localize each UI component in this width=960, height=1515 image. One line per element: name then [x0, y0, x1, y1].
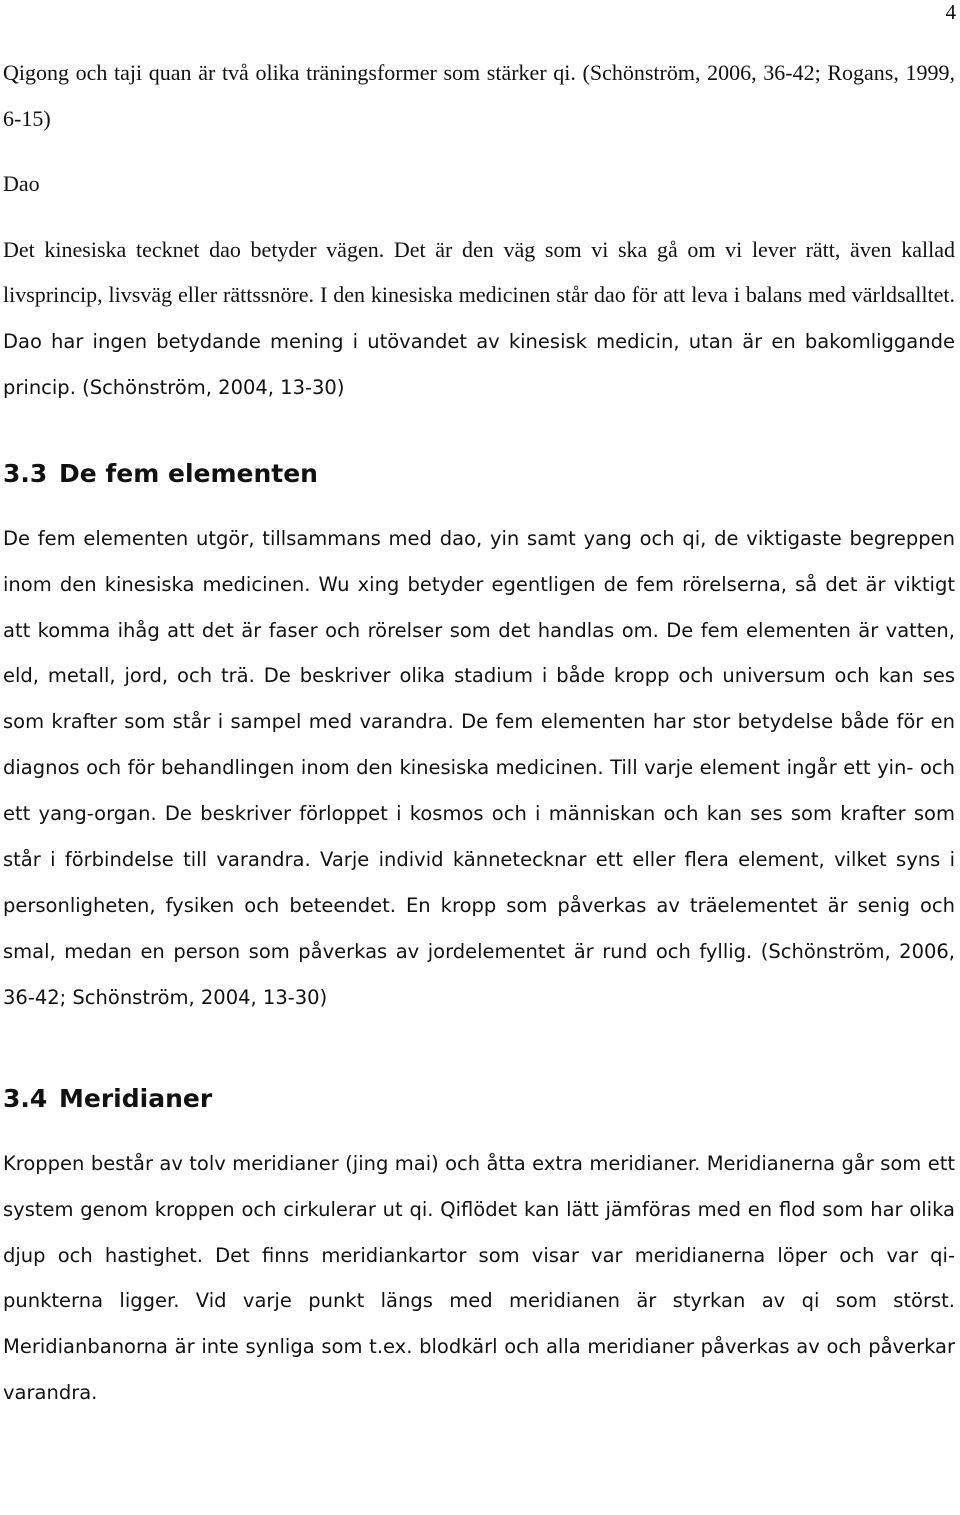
page-number: 4 — [945, 0, 956, 24]
section-heading-3-4 — [3, 1083, 955, 1115]
section-number: 3.4 — [3, 1083, 48, 1113]
section-number: 3.3 — [3, 458, 48, 488]
section-title: Meridianer — [59, 1083, 213, 1113]
subheading-dao: Dao — [3, 171, 40, 196]
page-content — [3, 50, 955, 1416]
paragraph-five-elements: De fem elementen utgör, tillsammans med dao, yin samt yang och qi, de viktigaste begreppen inom den kinesiska medicinen. Wu xing betyder egentligen de fem rörelserna, så det är viktigt att komma ihåg att det är faser och rörelser som det handlas om. De fem elementen är vatten, eld, metall, jord, och trä. De beskriver olika stadium i både kropp och universum och kan ses som krafter som står i sampel med varandra. De fem elementen har stor betydelse både för en diagnos och för behandlingen inom den kinesiska medicinen. Till varje element ingår ett yin- och ett yang-organ. De beskriver förloppet i kosmos och i människan och kan ses som krafter som står i förbindelse till varandra. Varje individ kännetecknar ett eller flera element, vilket syns i personligheten, fysiken och beteendet. En kropp som påverkas av träelementet är senig och smal, medan en person som påverkas av jordelementet är rund och fyllig. (Schönström, 2006, 36-42; Schönström, 2004, 13-30) — [3, 526, 955, 1009]
paragraph-meridians: Kroppen består av tolv meridianer (jing mai) och åtta extra meridianer. Meridianerna går som ett system genom kroppen och cirkulerar ut qi. Qiflödet kan lätt jämföras med en flod som har olika djup och hastighet. Det finns meridiankartor som visar var meridianerna löper och var qi-punkterna ligger. Vid varje punkt längs med meridianen är styrkan av qi som störst. Meridianbanorna är inte synliga som t.ex. blodkärl och alla meridianer påverkas av och påverkar varandra. — [3, 1151, 955, 1405]
paragraph-dao-sans-part: Dao har ingen betydande mening i utövandet av kinesisk medicin, utan är en bakomliggande princip. (Schönström, 2004, 13-30) — [3, 329, 955, 399]
paragraph-qigong: Qigong och taji quan är två olika träningsformer som stärker qi. (Schönström, 2006, 36-42; Rogans, 1999, 6-15) — [3, 60, 955, 131]
paragraph-dao — [3, 227, 955, 411]
section-title: De fem elementen — [59, 458, 318, 488]
section-heading-3-3 — [3, 458, 955, 490]
paragraph-dao-serif-part: Det kinesiska tecknet dao betyder vägen. Det är den väg som vi ska gå om vi lever rätt, även kallad livsprincip, livsväg eller rättssnöre. I den kinesiska medicinen står dao för att leva i balans med världsalltet. — [3, 236, 955, 307]
